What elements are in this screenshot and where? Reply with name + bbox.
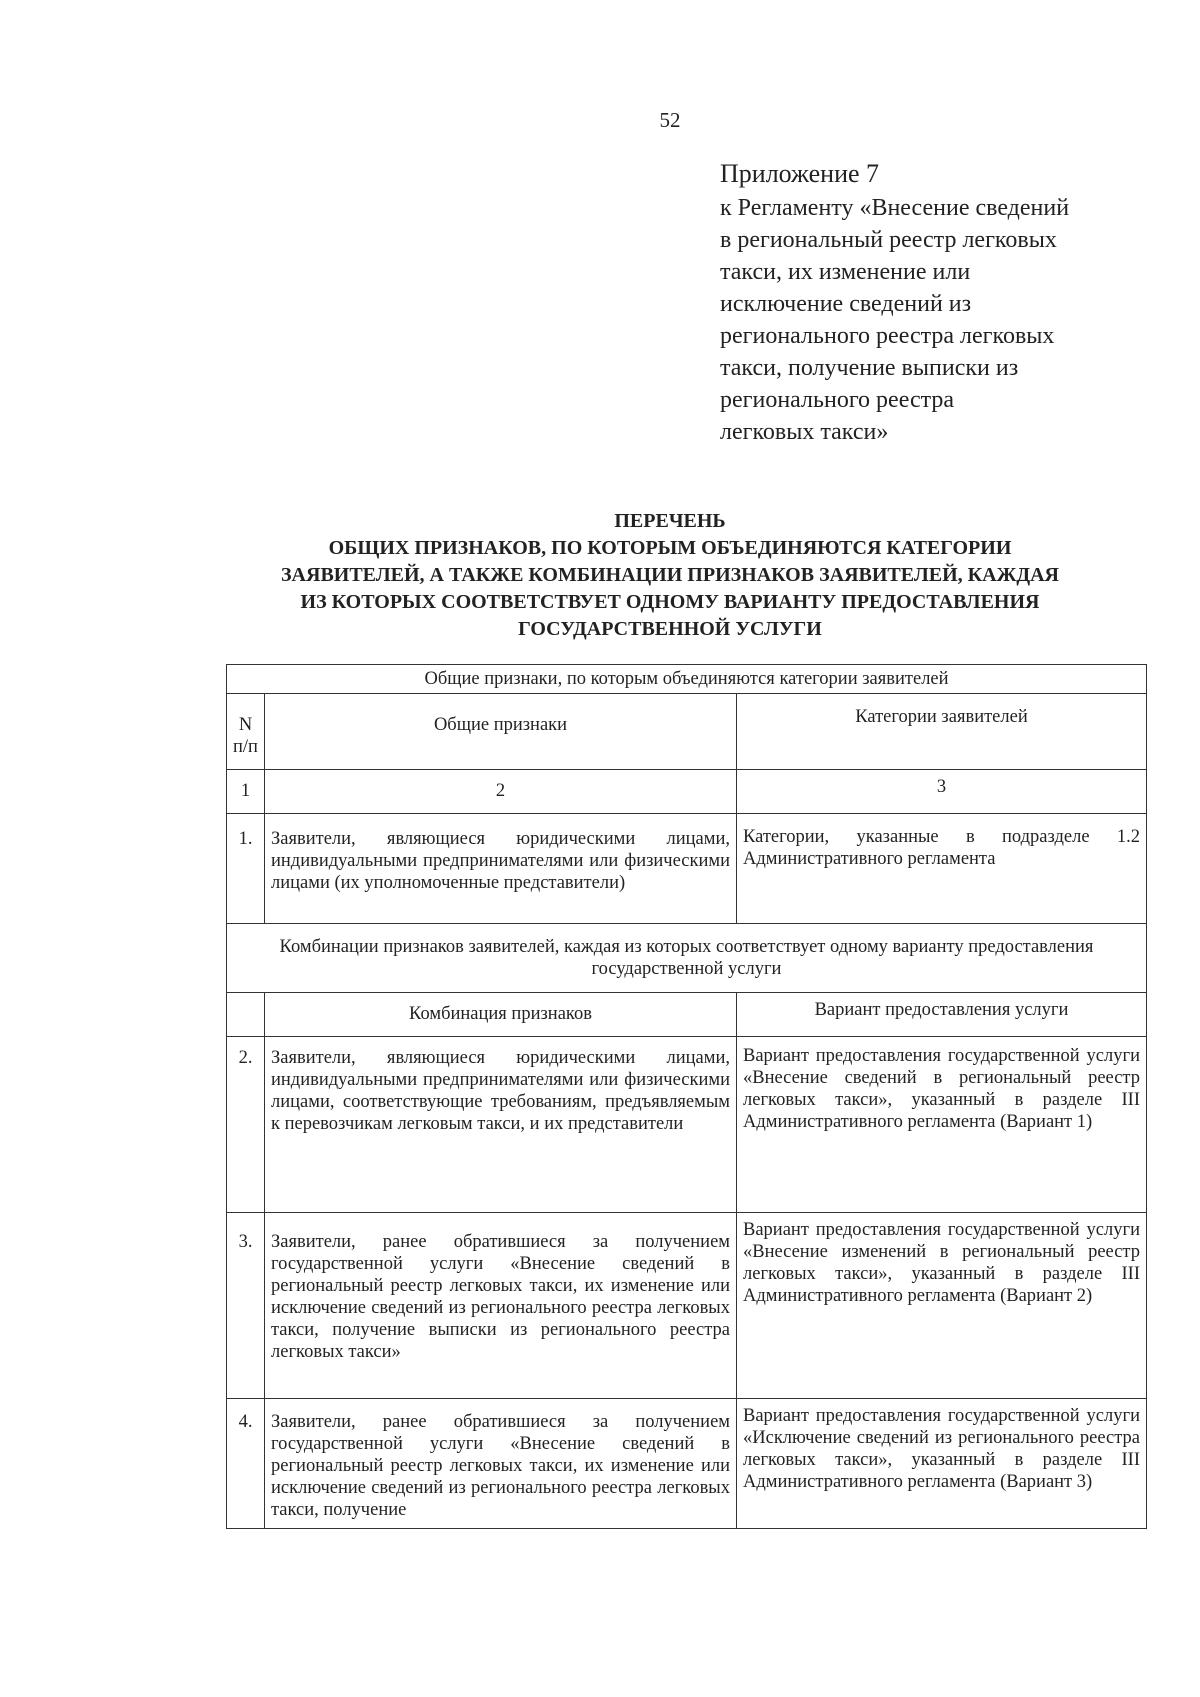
header-row-2 [227,993,1147,1037]
row-variant: Вариант предоставления государственной услуги «Внесение изменений в региональный реестр легковых такси», указанный в разделе III Административного регламента (Вариант 2) [737,1213,1147,1399]
header-num: N п/п [227,694,265,770]
header-variant: Вариант предоставления услуги [737,993,1147,1037]
appendix-line: регионального реестра легковых [720,323,1055,349]
appendix-line: регионального реестра [720,387,955,413]
row-number: 3. [227,1213,265,1399]
section-title-general: Общие признаки, по которым объединяются категории заявителей [227,665,1147,694]
appendix-line: такси, их изменение или [720,259,971,285]
document-heading [230,508,1110,643]
appendix-line: легковых такси» [720,419,889,445]
heading-line: ИЗ КОТОРЫХ СООТВЕТСТВУЕТ ОДНОМУ ВАРИАНТУ ПРЕДОСТАВЛЕНИЯ [300,591,1040,613]
appendix-line: исключение сведений из [720,291,972,317]
header-applicant-categories: Категории заявителей [737,694,1147,770]
appendix-line: к Регламенту «Внесение сведений [720,195,1070,221]
appendix-line: в региональный реестр легковых [720,227,1057,253]
row-number: 4. [227,1399,265,1529]
heading-line: ПЕРЕЧЕНЬ [614,510,726,532]
header-combination: Комбинация признаков [265,993,737,1037]
header-num-empty [227,993,265,1037]
index-cell: 2 [265,770,737,814]
index-cell: 3 [737,770,1147,814]
row-number: 2. [227,1037,265,1213]
page-number: 52 [659,108,681,132]
heading-line: ЗАЯВИТЕЛЕЙ, А ТАКЖЕ КОМБИНАЦИИ ПРИЗНАКОВ ЗАЯВИТЕЛЕЙ, КАЖДАЯ [281,564,1059,586]
row-categories: Категории, указанные в подразделе 1.2 Административного регламента [737,814,1147,924]
appendix-block [720,158,1140,448]
row-features: Заявители, являющиеся юридическими лицами, индивидуальными предпринимателями или физическими лицами (их уполномоченные представители) [265,814,737,924]
table-row [227,1399,1147,1529]
row-combination: Заявители, являющиеся юридическими лицами, индивидуальными предпринимателями или физическими лицами, соответствующие требованиям, предъявляемым к перевозчикам легковым такси, и их представители [265,1037,737,1213]
section-row-combinations [227,924,1147,993]
row-combination: Заявители, ранее обратившиеся за получением государственной услуги «Внесение сведений в региональный реестр легковых такси, их изменение или исключение сведений из регионального реестра легковых такси, получение выписки из регионального реестра легковых такси» [265,1213,737,1399]
row-variant: Вариант предоставления государственной услуги «Исключение сведений из регионального реестра легковых такси», указанный в разделе III Административного регламента (Вариант 3) [737,1399,1147,1529]
header-general-features: Общие признаки [265,694,737,770]
table-row [227,814,1147,924]
table-row [227,1037,1147,1213]
heading-line: ОБЩИХ ПРИЗНАКОВ, ПО КОТОРЫМ ОБЪЕДИНЯЮТСЯ КАТЕГОРИИ [328,537,1012,559]
appendix-line: такси, получение выписки из [720,355,1019,381]
row-number: 1. [227,814,265,924]
index-row [227,770,1147,814]
section-title-combinations: Комбинации признаков заявителей, каждая из которых соответствует одному варианту предоставления государственной услуги [227,924,1147,993]
table-row [227,1213,1147,1399]
appendix-title: Приложение 7 [720,159,880,188]
row-variant: Вариант предоставления государственной услуги «Внесение сведений в региональный реестр легковых такси», указанный в разделе III Административного регламента (Вариант 1) [737,1037,1147,1213]
header-row [227,694,1147,770]
index-cell: 1 [227,770,265,814]
section-row-general [227,665,1147,694]
row-combination: Заявители, ранее обратившиеся за получением государственной услуги «Внесение сведений в региональный реестр легковых такси, их изменение или исключение сведений из регионального реестра легковых такси, получение [265,1399,737,1529]
criteria-table [226,664,1147,1529]
heading-line: ГОСУДАРСТВЕННОЙ УСЛУГИ [518,618,822,640]
